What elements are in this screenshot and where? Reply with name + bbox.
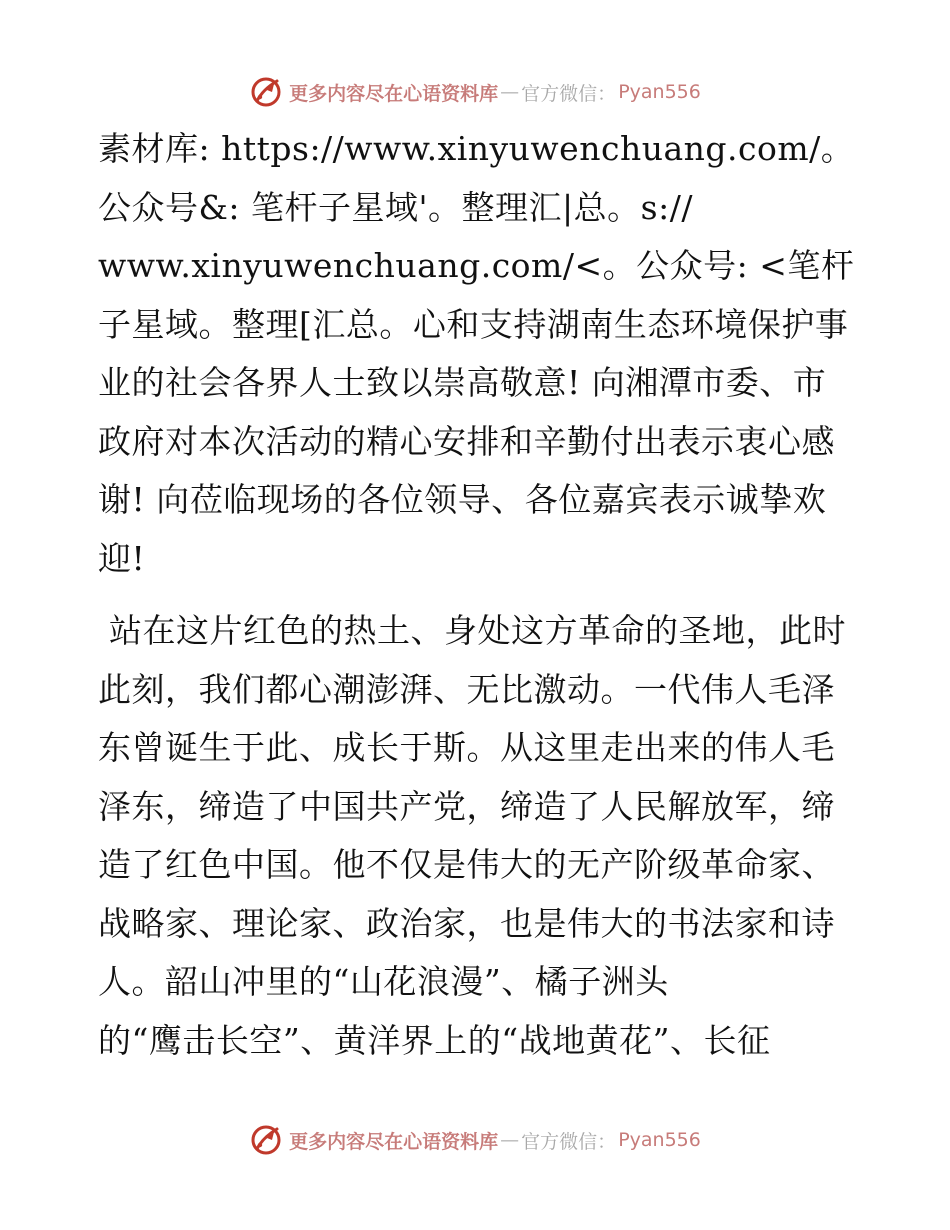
header-wechat-id: Pyan556 [618, 81, 701, 103]
header-banner-text [289, 79, 701, 106]
pen-logo-icon [249, 75, 283, 109]
pen-logo-icon [249, 1123, 283, 1157]
footer-banner-text [289, 1127, 701, 1154]
paragraph-1: 素材库: https://www.xinyuwenchuang.com/。公众号&: 笔杆子星域'。整理汇|总。s:// www.xinyuwenchuang.com/<。公众号: <笔杆子星域。整理[汇总。心和支持湖南生态环境保护事业的社会各界人士致以崇高敬意! 向湘潭市委、市政府对本次活动的精心安排和辛勤付出表示衷心感谢! 向莅临现场的各位领导、各位嘉宾表示诚挚欢迎! [98, 129, 855, 578]
footer-wechat-label: 官方微信： [521, 1130, 617, 1153]
paragraph-2: 站在这片红色的热土、身处这方革命的圣地，此时此刻，我们都心潮澎湃、无比激动。一代伟人毛泽东曾诞生于此、成长于斯。从这里走出来的伟人毛泽东，缔造了中国共产党，缔造了人民解放军，缔造了红色中国。他不仅是伟大的无产阶级革命家、战略家、理论家、政治家，也是伟大的书法家和诗人。韶山冲里的“山花浪漫”、橘子洲头 的“鹰击长空”、黄洋界上的“战地黄花”、长征 [98, 611, 846, 1060]
header-separator: — [500, 81, 520, 103]
footer-wechat-id: Pyan556 [618, 1129, 701, 1151]
document-body [98, 120, 858, 1070]
header-banner [0, 70, 950, 114]
footer-banner [0, 1118, 950, 1162]
header-wechat-label: 官方微信： [521, 82, 617, 105]
footer-main-text: 更多内容尽在心语资料库 [289, 1130, 499, 1153]
header-main-text: 更多内容尽在心语资料库 [289, 82, 499, 105]
footer-separator: — [500, 1129, 520, 1151]
